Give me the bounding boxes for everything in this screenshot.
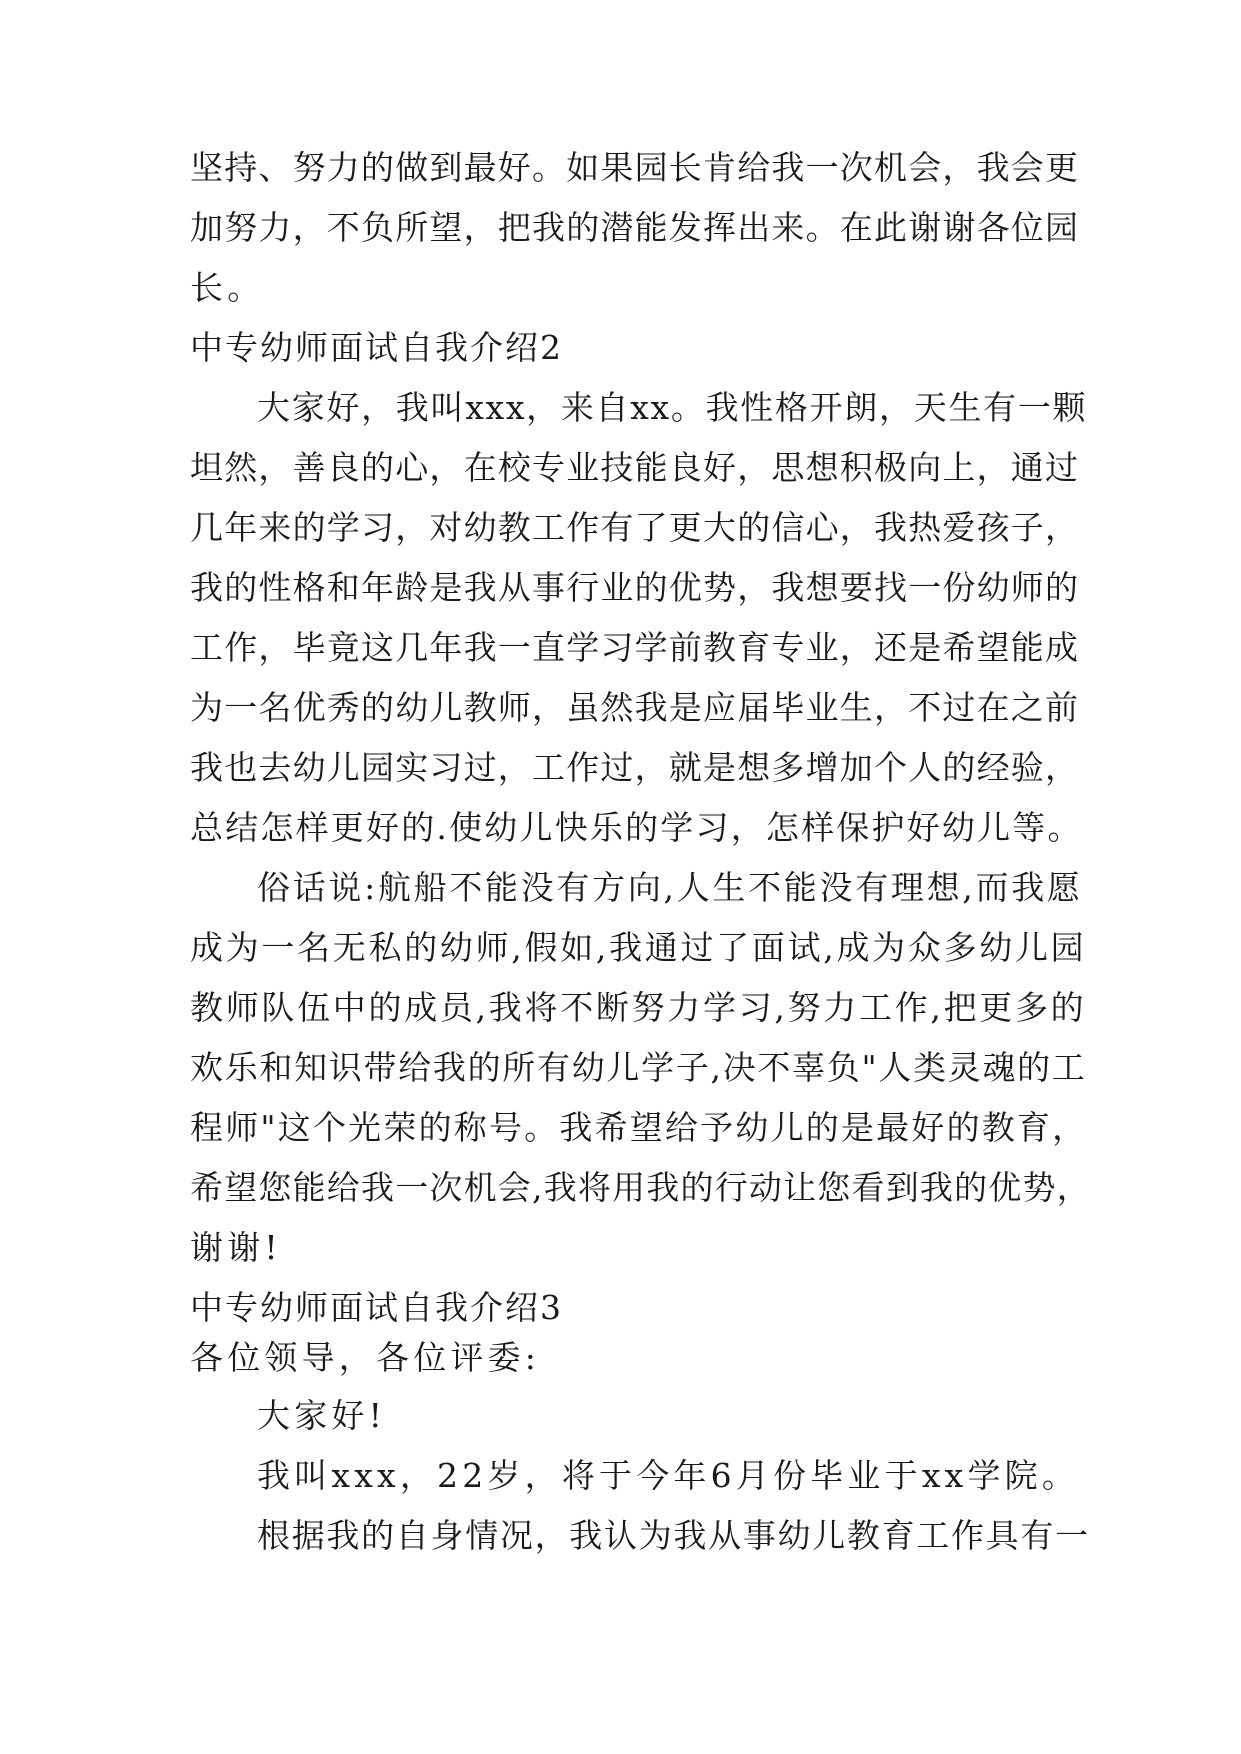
paragraph-line: 程师"这个光荣的称号。我希望给予幼儿的是最好的教育， xyxy=(190,1108,1088,1147)
section-heading: 中专幼师面试自我介绍3 xyxy=(190,1288,563,1327)
paragraph-line: 根据我的自身情况，我认为我从事幼儿教育工作具有一 xyxy=(257,1516,1090,1555)
paragraph-line: 为一名优秀的幼儿教师，虽然我是应届毕业生，不过在之前 xyxy=(190,688,1080,727)
paragraph-line: 大家好! xyxy=(257,1396,387,1435)
paragraph-line: 谢谢! xyxy=(190,1228,282,1267)
paragraph-line: 我也去幼儿园实习过，工作过，就是想多增加个人的经验， xyxy=(190,748,1080,787)
paragraph-line: 教师队伍中的成员,我将不断努力学习,努力工作,把更多的 xyxy=(190,988,1087,1027)
paragraph-line: 成为一名无私的幼师,假如,我通过了面试,成为众多幼儿园 xyxy=(190,928,1087,967)
paragraph-line: 坦然，善良的心，在校专业技能良好，思想积极向上，通过 xyxy=(190,448,1080,487)
paragraph-line: 长。 xyxy=(190,268,265,307)
paragraph-line: 工作，毕竟这几年我一直学习学前教育专业，还是希望能成 xyxy=(190,628,1080,667)
paragraph-line: 我叫xxx，22岁，将于今年6月份毕业于xx学院。 xyxy=(257,1456,1080,1495)
paragraph-line: 欢乐和知识带给我的所有幼儿学子,决不辜负"人类灵魂的工 xyxy=(190,1048,1087,1087)
section-heading: 中专幼师面试自我介绍2 xyxy=(190,328,563,367)
paragraph-line: 希望您能给我一次机会,我将用我的行动让您看到我的优势， xyxy=(190,1168,1091,1207)
paragraph-line: 加努力，不负所望，把我的潜能发挥出来。在此谢谢各位园 xyxy=(190,208,1080,247)
paragraph-line: 几年来的学习，对幼教工作有了更大的信心，我热爱孩子， xyxy=(190,508,1080,547)
paragraph-line: 俗话说:航船不能没有方向,人生不能没有理想,而我愿 xyxy=(257,868,1083,907)
paragraph-line: 各位领导，各位评委: xyxy=(190,1338,541,1377)
paragraph-line: 大家好，我叫xxx，来自xx。我性格开朗，天生有一颗 xyxy=(257,388,1088,427)
paragraph-line: 坚持、努力的做到最好。如果园长肯给我一次机会，我会更 xyxy=(190,148,1080,187)
paragraph-line: 总结怎样更好的.使幼儿快乐的学习，怎样保护好幼儿等。 xyxy=(190,808,1083,847)
paragraph-line: 我的性格和年龄是我从事行业的优势，我想要找一份幼师的 xyxy=(190,568,1080,607)
